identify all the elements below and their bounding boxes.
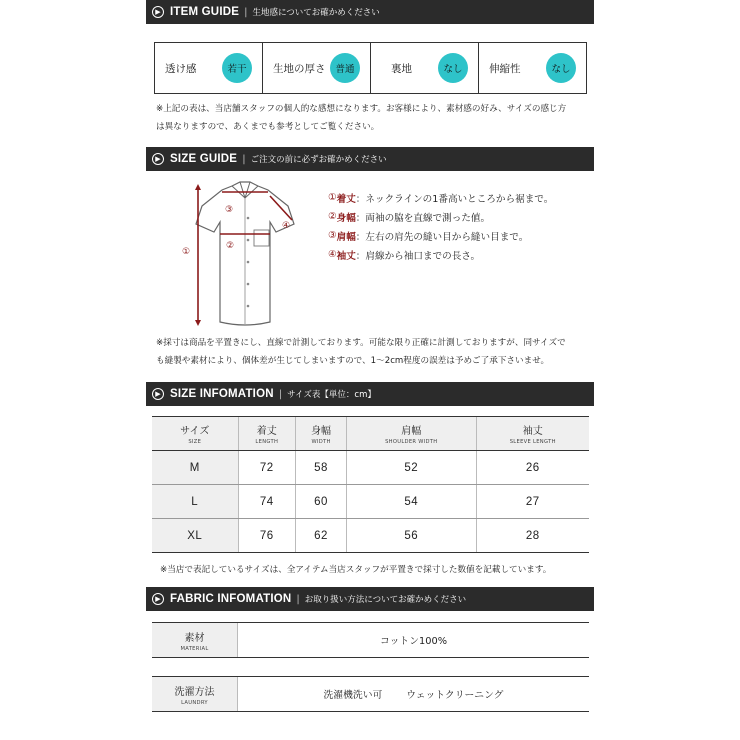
fabric-header xyxy=(146,587,594,611)
table-cell: 54 xyxy=(347,485,477,519)
size-cell: M xyxy=(152,451,238,485)
size-info-note: ※当店で表記しているサイズは、全アイテム当店スタッフが平置きで採寸した数値を記載しています。 xyxy=(160,565,552,575)
item-desc: ：左右の肩先の縫い目から縫い目まで。 xyxy=(355,231,529,243)
size-info-subtitle: サイズ表【単位：cm】 xyxy=(287,390,376,400)
marker-sleeve: ④ xyxy=(282,221,291,231)
note-line: ※上記の表は、当店舗スタッフの個人的な感想になります。お客様により、素材感の好み、サイズの感じ方 xyxy=(156,104,567,114)
table-cell: 62 xyxy=(296,519,347,553)
marker-shoulder: ③ xyxy=(225,205,234,215)
table-cell: 60 xyxy=(296,485,347,519)
table-row xyxy=(152,451,589,485)
header-width: 身幅 WIDTH xyxy=(296,417,347,451)
item-guide-badge: 若干 xyxy=(222,53,252,83)
item-guide-subtitle: 生地感についてお確かめください xyxy=(252,8,380,18)
header-size: サイズ SIZE xyxy=(152,417,238,451)
size-cell: L xyxy=(152,485,238,519)
item-number: ① xyxy=(328,192,337,203)
fabric-material-row xyxy=(152,622,589,658)
header-separator: | xyxy=(296,593,300,605)
note-line: も縫製や素材により、個体差が生じてしまいますので、1〜2cm程度の誤差は予めご了承下さいませ。 xyxy=(156,356,550,366)
material-value: コットン100% xyxy=(380,636,447,647)
size-guide-subtitle: ご注文の前に必ずお確かめください xyxy=(250,155,387,165)
item-guide-label: 透け感 xyxy=(165,62,197,75)
table-row xyxy=(152,519,589,553)
table-cell: 27 xyxy=(476,485,589,519)
fabric-subtitle: お取り扱い方法についてお確かめください xyxy=(304,595,467,605)
item-guide-note xyxy=(156,100,566,136)
item-guide-label: 生地の厚さ xyxy=(273,62,326,75)
table-header-row xyxy=(152,417,589,451)
item-guide-badge: なし xyxy=(438,53,468,83)
item-desc: ：ネックラインの1番高いところから裾まで。 xyxy=(355,193,554,205)
chevron-right-icon: ▶ xyxy=(152,593,164,605)
table-cell: 58 xyxy=(296,451,347,485)
marker-width: ② xyxy=(226,241,235,251)
item-key: 着丈 xyxy=(336,193,356,205)
table-cell: 72 xyxy=(238,451,296,485)
table-cell: 74 xyxy=(238,485,296,519)
size-guide-list xyxy=(328,188,553,264)
size-guide-note xyxy=(156,334,566,370)
size-info-title: SIZE INFOMATION xyxy=(170,388,274,400)
table-row xyxy=(152,485,589,519)
shirt-diagram xyxy=(170,176,320,336)
table-cell: 26 xyxy=(476,451,589,485)
fabric-laundry-row xyxy=(152,676,589,712)
item-desc: ：肩線から袖口までの長さ。 xyxy=(355,250,481,262)
table-cell: 76 xyxy=(238,519,296,553)
item-number: ③ xyxy=(328,230,337,241)
chevron-right-icon: ▶ xyxy=(152,153,164,165)
item-guide-cell xyxy=(155,43,263,93)
size-table xyxy=(152,416,589,553)
table-cell: 28 xyxy=(476,519,589,553)
item-key: 身幅 xyxy=(336,212,356,224)
item-guide-badge: 普通 xyxy=(330,53,360,83)
length-arrow-top xyxy=(195,184,201,190)
item-number: ② xyxy=(328,211,337,222)
item-guide-table xyxy=(154,42,587,94)
size-guide-header xyxy=(146,147,594,171)
header-length: 着丈 LENGTH xyxy=(238,417,296,451)
size-info-header xyxy=(146,382,594,406)
header-sleeve: 袖丈 SLEEVE LENGTH xyxy=(476,417,589,451)
fabric-title: FABRIC INFOMATION xyxy=(170,593,292,605)
item-number: ④ xyxy=(328,249,337,260)
header-separator: | xyxy=(242,153,246,165)
size-guide-title: SIZE GUIDE xyxy=(170,153,238,165)
item-key: 袖丈 xyxy=(336,250,356,262)
laundry-value: 洗濯機洗い可 ウェットクリーニング xyxy=(323,690,504,701)
header-separator: | xyxy=(278,388,283,400)
size-guide-item xyxy=(328,226,553,245)
table-cell: 52 xyxy=(347,451,477,485)
chevron-right-icon: ▶ xyxy=(152,388,164,400)
material-label: 素材 MATERIAL xyxy=(152,623,238,657)
item-desc: ：両袖の脇を直線で測った値。 xyxy=(355,212,491,224)
note-line: ※採寸は商品を平置きにし、直線で計測しております。可能な限り正確に計測しておりますが、同サイズで xyxy=(156,338,566,348)
header-shoulder: 肩幅 SHOULDER WIDTH xyxy=(347,417,477,451)
item-guide-cell xyxy=(371,43,479,93)
item-guide-badge: なし xyxy=(546,53,576,83)
length-arrow-bottom xyxy=(195,320,201,326)
item-guide-cell xyxy=(263,43,371,93)
item-guide-cell xyxy=(479,43,586,93)
marker-length: ① xyxy=(182,247,191,257)
item-guide-header xyxy=(146,0,594,24)
chevron-right-icon: ▶ xyxy=(152,6,164,18)
note-line: は異なりますので、あくまでも参考としてご覧ください。 xyxy=(156,122,380,132)
table-cell: 56 xyxy=(347,519,477,553)
size-guide-item xyxy=(328,245,553,264)
size-cell: XL xyxy=(152,519,238,553)
header-separator: | xyxy=(244,6,248,18)
size-guide-item xyxy=(328,188,553,207)
item-guide-title: ITEM GUIDE xyxy=(170,6,240,18)
item-guide-label: 裏地 xyxy=(391,62,412,75)
laundry-label: 洗濯方法 LAUNDRY xyxy=(152,677,238,711)
size-guide-item xyxy=(328,207,553,226)
item-guide-label: 伸縮性 xyxy=(489,62,521,75)
item-key: 肩幅 xyxy=(336,231,356,243)
